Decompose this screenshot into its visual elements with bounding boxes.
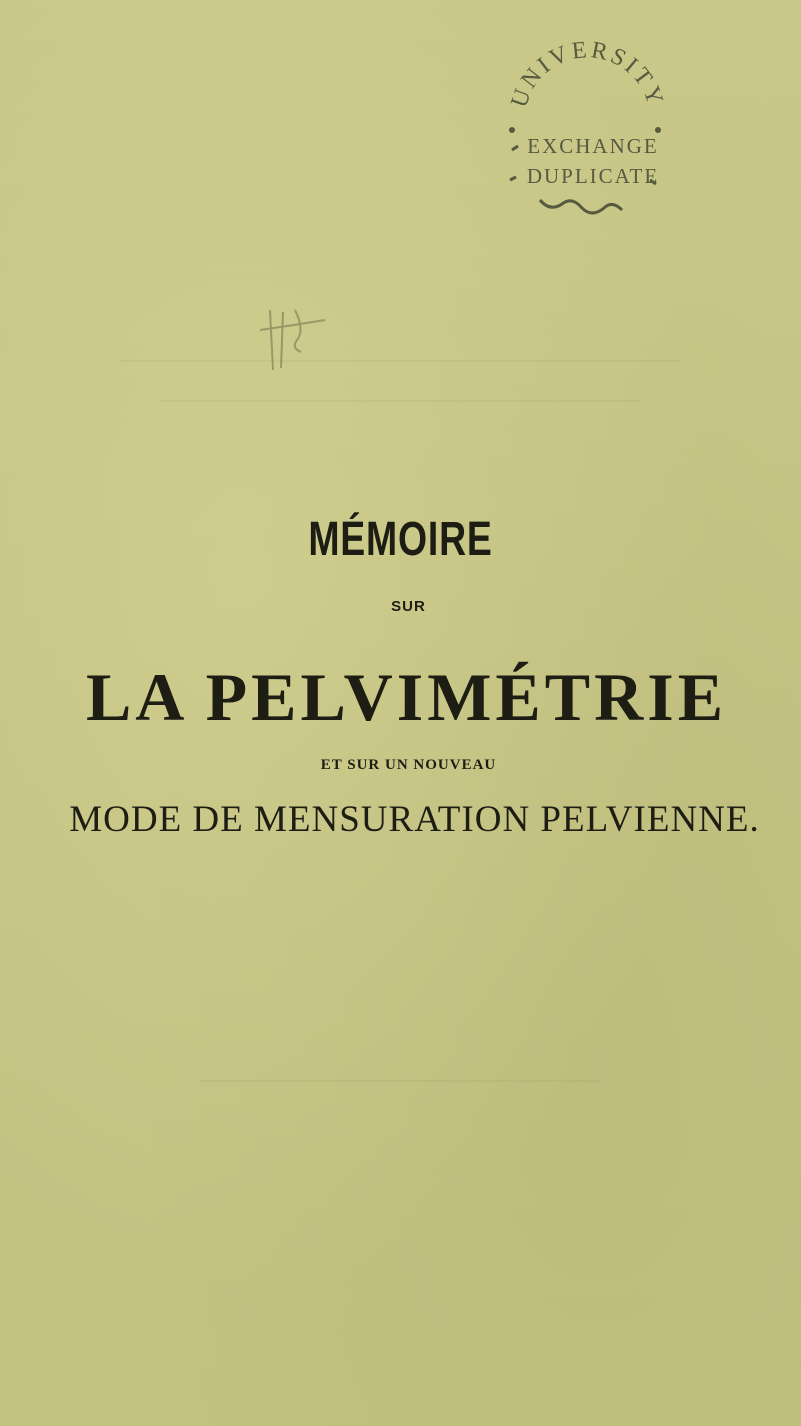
mode-line: MODE DE MENSURATION PELVIENNE. — [69, 799, 760, 840]
bleed-through-rule — [120, 360, 680, 362]
stamp-line-duplicate: DUPLICATE — [526, 164, 660, 188]
bleed-through-rule — [160, 400, 640, 402]
pencil-scrawl — [255, 270, 365, 380]
heading-memoire: MÉMOIRE — [308, 513, 493, 566]
svg-text:UNIVERSITY: UNIVERSITY — [506, 37, 669, 111]
bleed-through-rule — [200, 1080, 600, 1082]
stamp-line-exchange: EXCHANGE — [527, 134, 659, 158]
main-title: LA PELVIMÉTRIE — [85, 659, 728, 735]
subtitle-line: ET SUR UN NOUVEAU — [320, 757, 497, 773]
connector-sur: SUR — [391, 598, 426, 615]
stamp-ring-graphic — [500, 30, 670, 230]
exchange-duplicate-stamp — [500, 30, 670, 230]
